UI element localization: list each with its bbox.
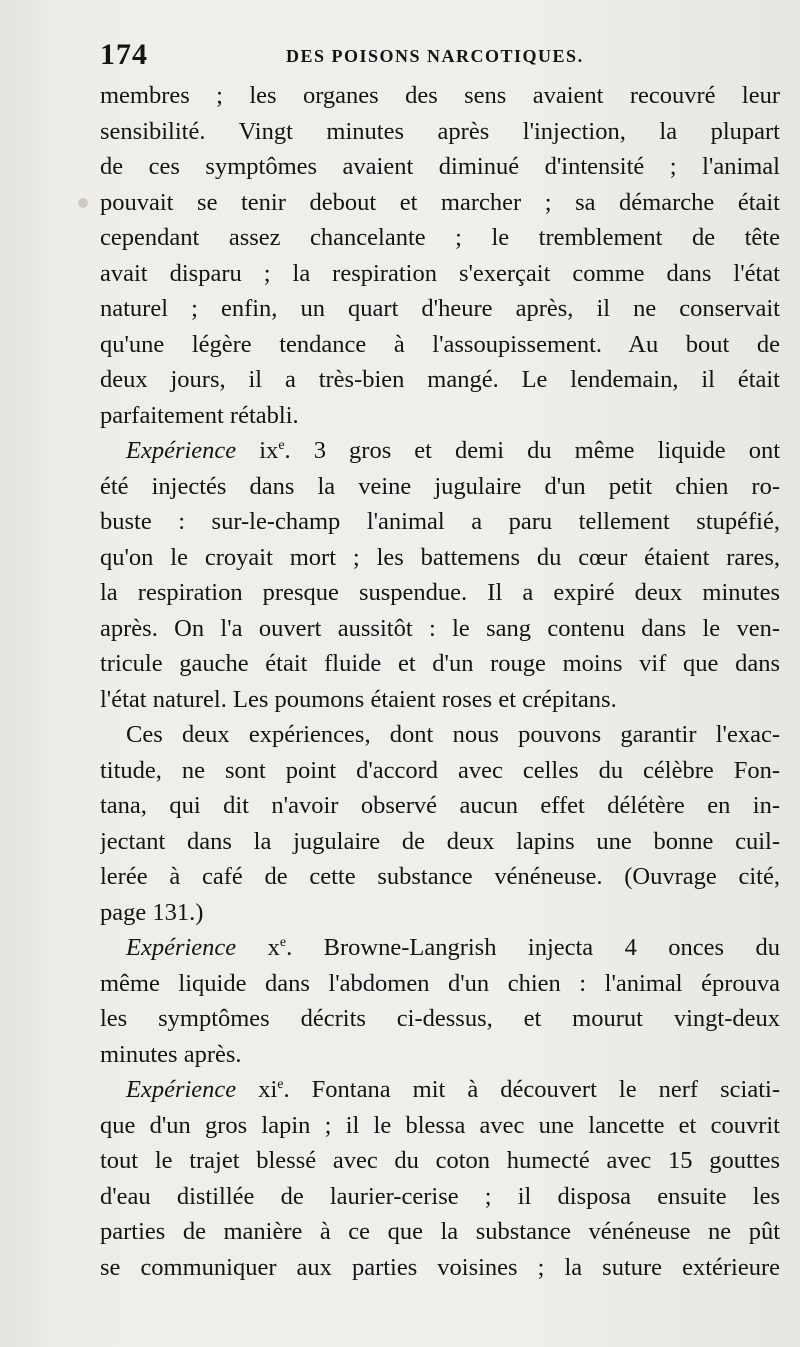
text-line: se communiquer aux parties voisines ; la suture extérieure: [100, 1253, 780, 1281]
body-text: [100, 78, 780, 1285]
text-line: lerée à café de cette substance vénéneuse. (Ouvrage cité,: [100, 863, 780, 890]
text-line: la respiration presque suspendue. Il a expiré deux minutes: [100, 579, 780, 606]
text-line: qu'on le croyait mort ; les battemens du cœur étaient rares,: [100, 543, 780, 571]
ink-spot: [78, 198, 88, 208]
text-line: l'état naturel. Les poumons étaient roses et crépitans.: [100, 685, 617, 713]
text-line: pouvait se tenir debout et marcher ; sa démarche était: [100, 188, 780, 216]
text-line: que d'un gros lapin ; il le blessa avec une lancette et couvrit: [100, 1111, 780, 1139]
text-line: d'eau distillée de laurier-cerise ; il disposa ensuite les: [100, 1182, 780, 1210]
experiment-heading-line: [100, 1072, 780, 1108]
experiment-heading-line: [100, 433, 780, 469]
text-line: tout le trajet blessé avec du coton humecté avec 15 gouttes: [100, 1147, 780, 1174]
text-line: tana, qui dit n'avoir observé aucun effet délétère en in-: [100, 792, 780, 819]
text-line: parties de manière à ce que la substance vénéneuse ne pût: [100, 1218, 780, 1245]
ordinal-superscript: e: [278, 438, 285, 453]
experiment-ordinal: x: [267, 934, 280, 961]
running-head: DES POISONS NARCOTIQUES.: [286, 46, 584, 66]
experiment-heading-line: [100, 930, 780, 966]
text-line: cependant assez chancelante ; le tremblement de tête: [100, 224, 780, 251]
text-line: titude, ne sont point d'accord avec celles du célèbre Fon-: [100, 756, 780, 784]
text-line: qu'une légère tendance à l'assoupissement. Au bout de: [100, 330, 780, 358]
text-line: naturel ; enfin, un quart d'heure après, il ne conservait: [100, 295, 780, 322]
ordinal-superscript: e: [279, 935, 287, 950]
text-line: membres ; les organes des sens avaient recouvré leur: [100, 82, 780, 109]
text-line: minutes après.: [100, 1040, 242, 1068]
experiment-label: Expérience: [126, 934, 237, 961]
text-line: les symptômes décrits ci-dessus, et mourut vingt-deux: [100, 1005, 780, 1032]
text-line: parfaitement rétabli.: [100, 401, 299, 429]
experiment-ordinal: ix: [259, 437, 279, 464]
text-line: sensibilité. Vingt minutes après l'injection, la plupart: [100, 117, 780, 145]
text-line: deux jours, il a très-bien mangé. Le lendemain, il était: [100, 366, 780, 393]
text-line: après. On l'a ouvert aussitôt : le sang contenu dans le ven-: [100, 614, 780, 642]
page-header: [100, 38, 780, 78]
text-line: . 3 gros et demi du même liquide ont: [284, 437, 780, 464]
text-line: buste : sur-le-champ l'animal a paru tellement stupéfié,: [100, 508, 780, 535]
text-line: été injectés dans la veine jugulaire d'un petit chien ro-: [100, 472, 780, 500]
text-line: page 131.): [100, 898, 204, 926]
text-line: jectant dans la jugulaire de deux lapins une bonne cuil-: [100, 827, 780, 855]
experiment-ordinal: xi: [258, 1076, 278, 1103]
text-line: avait disparu ; la respiration s'exerçait comme dans l'état: [100, 259, 780, 287]
text-line: tricule gauche était fluide et d'un rouge moins vif que dans: [100, 650, 780, 677]
text-line: . Browne-Langrish injecta 4 onces du: [286, 934, 780, 961]
experiment-label: Expérience: [126, 1076, 237, 1103]
experiment-label: Expérience: [126, 437, 237, 464]
text-line: Ces deux expériences, dont nous pouvons garantir l'exac-: [126, 721, 780, 748]
page-number: 174: [100, 38, 148, 71]
ordinal-superscript: e: [277, 1077, 284, 1092]
text-line: de ces symptômes avaient diminué d'intensité ; l'animal: [100, 153, 780, 180]
text-line: . Fontana mit à découvert le nerf sciati-: [283, 1076, 780, 1103]
text-line: même liquide dans l'abdomen d'un chien : l'animal éprouva: [100, 969, 780, 997]
